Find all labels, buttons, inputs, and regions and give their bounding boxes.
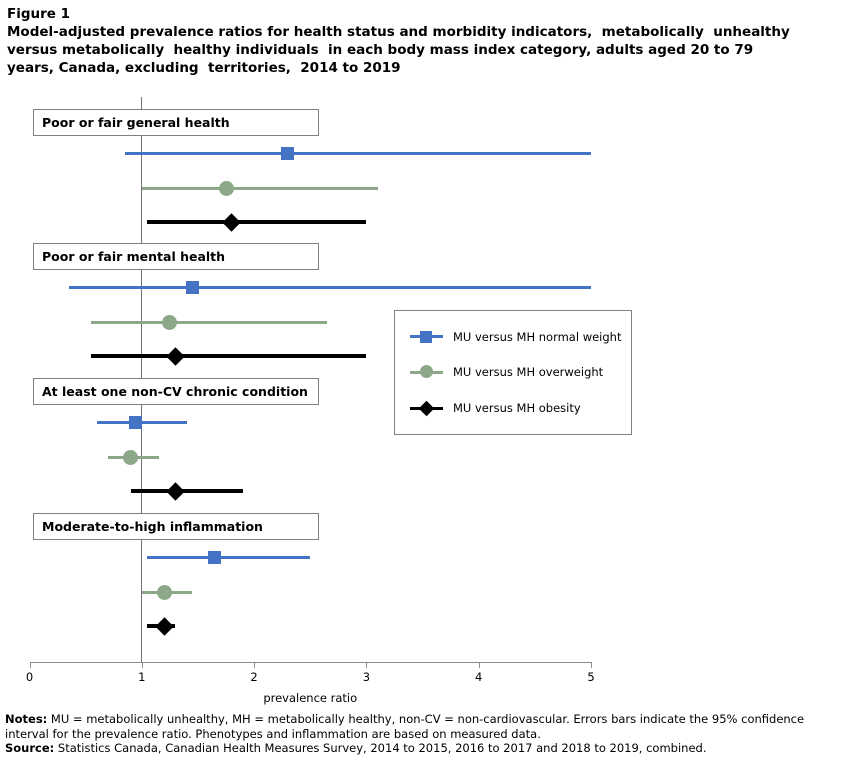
x-axis-tick-label: 1	[138, 670, 146, 684]
legend-label: MU versus MH overweight	[453, 365, 604, 380]
x-axis-tick-label: 3	[362, 670, 371, 684]
notes-text: MU = metabolically unhealthy, MH = metabolically healthy, non-CV = non-cardiovascular. Errors bars indicate the 95% confidence interval for the prevalence ratio. Phenotypes and inflammation are based on measured data.	[5, 712, 805, 741]
x-axis-tick-label: 5	[587, 670, 595, 684]
source-paragraph	[5, 741, 847, 756]
legend-entry-normal-weight	[395, 329, 631, 345]
legend-label: MU versus MH normal weight	[453, 329, 622, 344]
figure-title-line: versus metabolically healthy individuals in each body mass index category, adults aged 20 to 79	[7, 42, 754, 58]
marker-circle	[157, 585, 172, 600]
x-axis-tick-label: 4	[475, 670, 483, 684]
figure-header	[7, 6, 846, 77]
x-axis-tick	[591, 662, 592, 668]
figure-title-line: years, Canada, excluding territories, 2014 to 2019	[7, 60, 401, 76]
legend-diamond-marker-icon	[410, 400, 443, 416]
group-label-box: At least one non-CV chronic condition	[33, 378, 319, 405]
figure-number: Figure 1	[7, 6, 71, 22]
legend-entry-obesity	[395, 400, 631, 416]
ci-bar	[125, 152, 591, 155]
legend	[394, 310, 632, 435]
source-label: Source:	[5, 741, 55, 755]
legend-square-marker-icon	[410, 329, 443, 345]
group-label-box: Poor or fair mental health	[33, 243, 319, 270]
marker-square	[186, 281, 199, 294]
group-label-box: Moderate-to-high inflammation	[33, 513, 319, 540]
figure-title-line: Model-adjusted prevalence ratios for health status and morbidity indicators, metabolically unhealthy	[7, 24, 790, 40]
marker-diamond	[222, 213, 240, 231]
marker-diamond	[155, 617, 173, 635]
x-axis-title: prevalence ratio	[263, 691, 358, 705]
legend-label: MU versus MH obesity	[453, 401, 581, 416]
marker-square	[129, 416, 142, 429]
footnotes	[5, 712, 847, 756]
ci-bar	[69, 286, 591, 289]
marker-diamond	[166, 347, 184, 365]
ci-bar	[91, 354, 366, 358]
ci-bar	[147, 556, 310, 559]
marker-circle	[219, 181, 234, 196]
marker-square	[281, 147, 294, 160]
figure-title	[7, 23, 846, 77]
legend-circle-marker-icon	[410, 364, 443, 380]
x-axis-tick-label: 0	[25, 670, 34, 684]
ci-bar	[142, 187, 378, 190]
source-text: Statistics Canada, Canadian Health Measures Survey, 2014 to 2015, 2016 to 2017 and 2018 to 2019, combined.	[54, 741, 707, 755]
notes-paragraph	[5, 712, 847, 741]
ci-bar	[91, 321, 327, 324]
marker-square	[208, 551, 221, 564]
marker-circle	[162, 315, 177, 330]
ci-bar	[97, 421, 187, 424]
ci-bar	[131, 489, 243, 493]
legend-entry-overweight	[395, 364, 631, 380]
ci-bar	[147, 220, 366, 224]
x-axis-tick-label: 2	[250, 670, 258, 684]
marker-diamond	[166, 482, 184, 500]
x-axis-line	[30, 662, 592, 663]
marker-circle	[123, 450, 138, 465]
notes-label: Notes:	[5, 712, 48, 726]
group-label-box: Poor or fair general health	[33, 109, 319, 136]
